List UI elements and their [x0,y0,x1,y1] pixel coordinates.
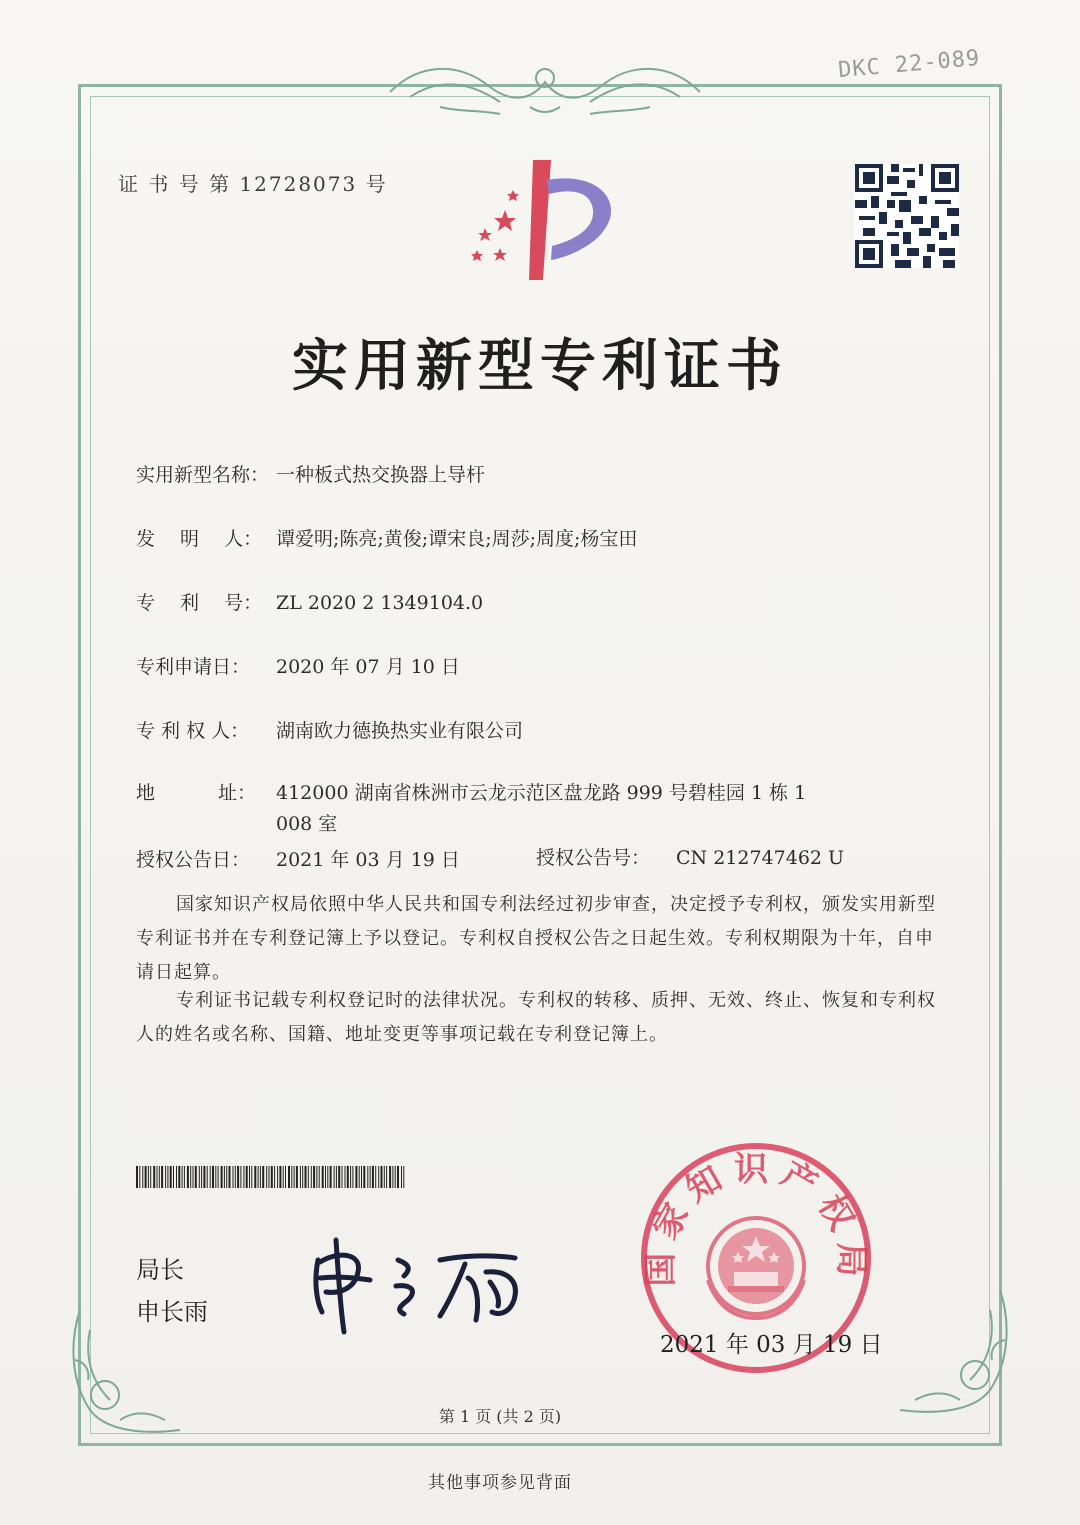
qr-code-icon [855,164,959,268]
footer-note: 其他事项参见背面 [428,1473,572,1493]
seal-date: 2021 年 03 月 19 日 [660,1332,883,1358]
field-label: 发 明 人： [136,528,263,550]
director-name: 申长雨 [136,1298,208,1326]
field-application-date [136,652,460,679]
field-label: 授权公告日： [136,849,251,871]
page-number: 第 1 页 (共 2 页) [438,1407,562,1426]
notice-paragraph-1: 国家知识产权局依照中华人民共和国专利法经过初步审查，决定授予专利权，颁发实用新型专利证书并在专利登记簿上予以登记。专利权自授权公告之日起生效。专利权期限为十年，自申请日起算。 [136,894,936,983]
director-title: 局长 [136,1256,184,1284]
notice-paragraph-2: 专利证书记载专利权登记时的法律状况。专利权的转移、质押、无效、终止、恢复和专利权人的姓名或名称、国籍、地址变更等事项记载在专利登记簿上。 [136,990,936,1045]
patent-emblem-icon [455,150,630,290]
field-value: 2021 年 03 月 19 日 [276,849,460,871]
barcode-icon [136,1166,406,1188]
corner-ornament-right-icon [890,1280,1020,1420]
top-ornament-icon [380,52,710,122]
field-label: 专 利 号： [136,592,263,614]
certificate-number: 证 书 号 第 12728073 号 [118,172,388,196]
field-inventors [136,524,637,551]
field-label: 专利申请日： [136,656,251,678]
field-patent-number [136,588,483,615]
field-label: 地 址： [136,782,257,804]
field-address [136,778,836,840]
field-label: 授权公告号： [536,847,651,869]
field-value: CN 212747462 U [676,847,845,869]
field-value: ZL 2020 2 1349104.0 [276,592,484,614]
field-value: 湖南欧力德换热实业有限公司 [276,720,524,742]
field-value: 谭爱明;陈亮;黄俊;谭宋良;周莎;周度;杨宝田 [276,528,638,550]
director-signature-icon [300,1220,540,1340]
certificate-title: 实用新型专利证书 [292,334,788,399]
field-value: 2020 年 07 月 10 日 [276,656,460,678]
field-label: 专 利 权 人： [136,720,250,742]
field-value: 412000 湖南省株洲市云龙示范区盘龙路 999 号碧桂园 1 栋 1 008 室 [276,782,807,835]
handwritten-note: DKC 22-089 [837,45,982,84]
field-patentee [136,716,523,743]
field-grant-number [536,843,844,870]
field-label: 实用新型名称： [136,464,270,486]
field-model-name [136,460,485,487]
field-value: 一种板式热交换器上导杆 [276,464,486,486]
seal-text: 国家知识产权局 [640,1149,872,1287]
field-grant-date [136,845,460,872]
